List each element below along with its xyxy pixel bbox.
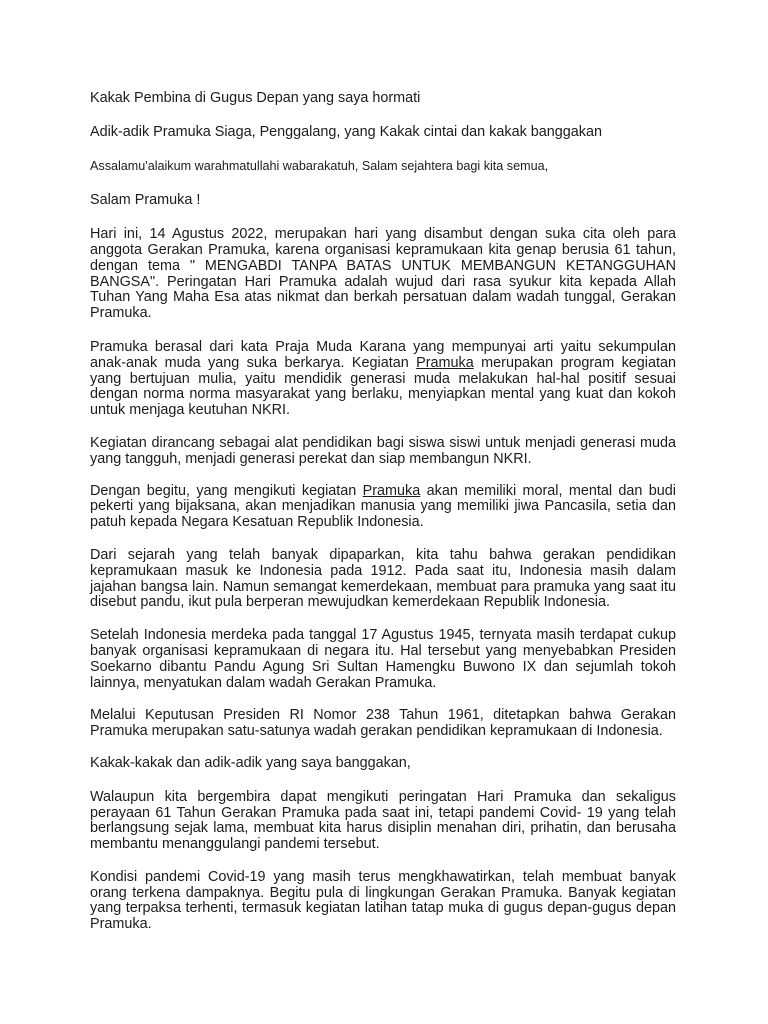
paragraph-6: Setelah Indonesia merdeka pada tanggal 17 Agustus 1945, ternyata masih terdapat cukup banyak organisasi kepramukaan di negara itu. Hal tersebut yang menyebabkan Presiden Soekarno dibantu Pandu Agung Sri Sultan Hamengku Buwono IX dan sejumlah tokoh lainnya, menyatukan dalam wadah Gerakan Pramuka. bbox=[90, 627, 676, 691]
greeting-pembina: Kakak Pembina di Gugus Depan yang saya hormati bbox=[90, 90, 421, 106]
pramuka-link[interactable]: Pramuka bbox=[362, 482, 421, 499]
paragraph-3: Kegiatan dirancang sebagai alat pendidikan bagi siswa siswi untuk menjadi generasi muda yang tangguh, menjadi generasi perekat dan siap membangun NKRI. bbox=[90, 434, 676, 467]
document-page bbox=[90, 91, 676, 933]
greeting-kakak-adik: Kakak-kakak dan adik-adik yang saya banggakan, bbox=[90, 754, 411, 771]
paragraph-1: Hari ini, 14 Agustus 2022, merupakan hari yang disambut dengan suka cita oleh para anggota Gerakan Pramuka, karena organisasi kepramukaan kita genap berusia 61 tahun, dengan tema " MENGABDI TANPA BATAS UNTUK MEMBANGUN KETANGGUHAN BANGSA". Peringatan Hari Pramuka adalah wujud dari rasa syukur kita kepada Allah Tuhan Yang Maha Esa atas nikmat dan berkah persatuan dalam wadah tunggal, Gerakan Pramuka. bbox=[90, 226, 676, 322]
paragraph-2-text-a: Pramuka berasal dari kata Praja Muda Karana yang mempunyai arti yaitu sekumpulan anak-anak muda yang suka berkarya. Kegiatan bbox=[90, 338, 676, 371]
pramuka-link[interactable]: Pramuka bbox=[416, 354, 474, 371]
paragraph-4-text-a: Dengan begitu, yang mengikuti kegiatan bbox=[90, 482, 363, 499]
paragraph-5: Dari sejarah yang telah banyak dipaparkan, kita tahu bahwa gerakan pendidikan kepramukaan masuk ke Indonesia pada 1912. Pada saat itu, Indonesia masih dalam jajahan bangsa lain. Namun semangat kemerdekaan, membuat para pramuka yang saat itu disebut pandu, ikut pula berperan mewujudkan kemerdekaan Republik Indonesia. bbox=[90, 546, 676, 611]
paragraph-2 bbox=[90, 340, 676, 419]
paragraph-2-text-b: merupakan program kegiatan yang bertujuan mulia, yaitu mendidik generasi muda melakukan hal-hal positif sesuai dengan norma norma masyarakat yang berlaku, menyiapkan mental yang kuat dan kokoh untuk menjaga keutuhan NKRI. bbox=[90, 354, 677, 419]
paragraph-7: Melalui Keputusan Presiden RI Nomor 238 Tahun 1961, ditetapkan bahwa Gerakan Pramuka merupakan satu-satunya wadah gerakan pendidikan kepramukaan di Indonesia. bbox=[90, 707, 676, 740]
paragraph-8: Walaupun kita bergembira dapat mengikuti peringatan Hari Pramuka dan sekaligus perayaan 61 Tahun Gerakan Pramuka pada saat ini, tetapi pandemi Covid- 19 yang telah berlangsung sejak lama, membuat kita harus disiplin menahan diri, prihatin, dan berusaha membantu menanggulangi pandemi tersebut. bbox=[90, 788, 676, 853]
paragraph-4 bbox=[90, 484, 676, 531]
paragraph-9: Kondisi pandemi Covid-19 yang masih terus mengkhawatirkan, telah membuat banyak orang terkena dampaknya. Begitu pula di lingkungan Gerakan Pramuka. Banyak kegiatan yang terpaksa terhenti, termasuk kegiatan latihan tatap muka di gugus depan-gugus depan Pramuka. bbox=[90, 868, 676, 933]
greeting-salam-pramuka: Salam Pramuka ! bbox=[90, 192, 201, 209]
greeting-salam: Assalamu'alaikum warahmatullahi wabarakatuh, Salam sejahtera bagi kita semua, bbox=[90, 158, 549, 173]
greeting-adik: Adik-adik Pramuka Siaga, Penggalang, yang Kakak cintai dan kakak banggakan bbox=[90, 123, 602, 140]
paragraph-4-text-b: akan memiliki moral, mental dan budi pekerti yang bijaksana, akan menjadikan manusia yang memiliki jiwa Pancasila, setia dan patuh kepada Negara Kesatuan Republik Indonesia. bbox=[90, 482, 676, 531]
